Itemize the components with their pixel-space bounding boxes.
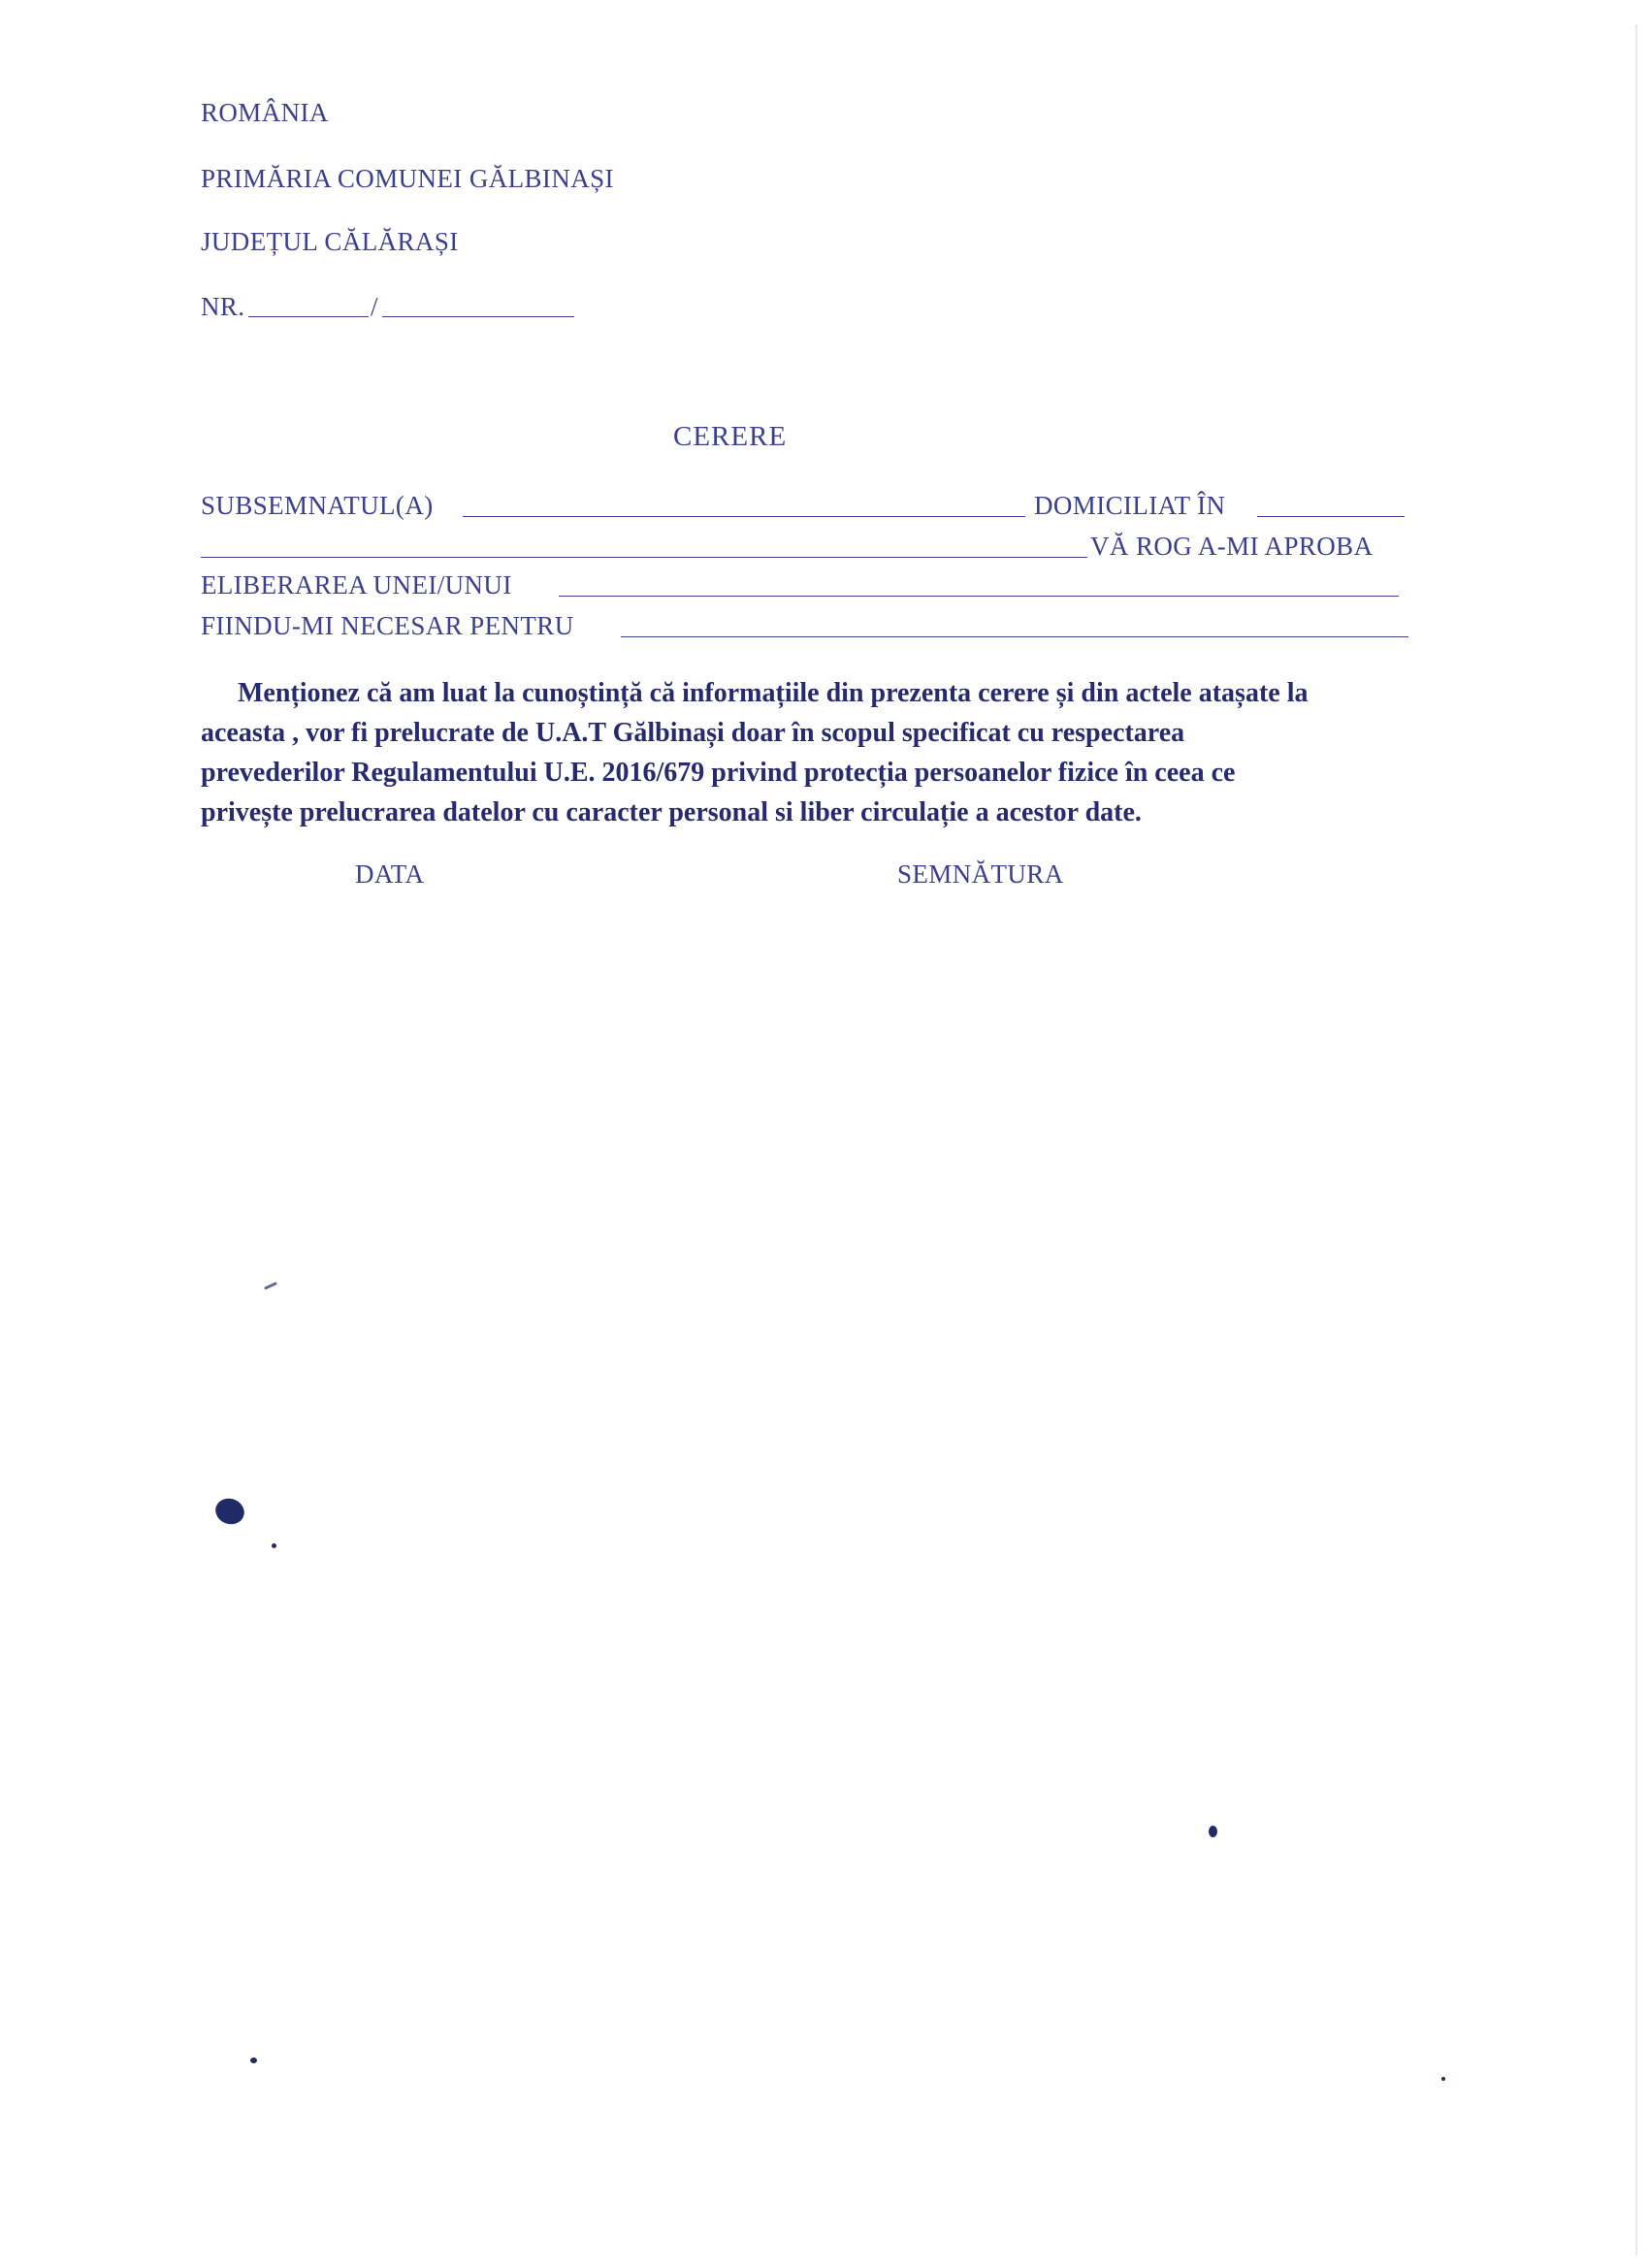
name-field-line	[463, 516, 1025, 517]
registration-date-line	[382, 316, 574, 317]
domiciliat-label: DOMICILIAT ÎN	[1034, 491, 1226, 520]
gdpr-notice-line: privește prelucrarea datelor cu caracter personal si liber circulație a acestor date.	[201, 797, 1142, 827]
eliberarea-label: ELIBERAREA UNEI/UNUI	[201, 570, 512, 599]
domicile-field-line	[1257, 516, 1405, 517]
domicile-continuation-line	[201, 557, 1087, 558]
document-type-line	[559, 596, 1399, 597]
date-label: DATA	[355, 859, 425, 889]
ink-speck	[250, 2057, 257, 2063]
form-title: CERERE	[673, 421, 788, 452]
county-name: JUDEȚUL CĂLĂRAȘI	[201, 227, 459, 256]
fiindu-label: FIINDU-MI NECESAR PENTRU	[201, 611, 574, 640]
ink-blot	[211, 1495, 247, 1529]
ink-speck	[1209, 1826, 1217, 1837]
scan-edge	[1635, 24, 1637, 2255]
registration-number-label: NR.	[201, 292, 245, 321]
subsemnatul-label: SUBSEMNATUL(A)	[201, 491, 434, 520]
registration-number-separator: /	[371, 292, 378, 321]
gdpr-notice	[201, 673, 1433, 832]
gdpr-notice-line: Menționez că am luat la cunoștință că informațiile din prezenta cerere și din actele atașate la	[238, 678, 1309, 708]
purpose-field-line	[621, 636, 1408, 637]
institution-name: PRIMĂRIA COMUNEI GĂLBINAȘI	[201, 164, 614, 193]
va-rog-label: VĂ ROG A-MI APROBA	[1090, 532, 1374, 561]
gdpr-notice-line: prevederilor Regulamentului U.E. 2016/679 privind protecția persoanelor fizice în ceea ce	[201, 758, 1236, 788]
signature-label: SEMNĂTURA	[897, 859, 1064, 889]
gdpr-notice-line: aceasta , vor fi prelucrate de U.A.T Gălbinași doar în scopul specificat cu respectarea	[201, 718, 1185, 748]
registration-number-line	[248, 316, 369, 317]
country-name: ROMÂNIA	[201, 98, 329, 127]
ink-speck	[1441, 2077, 1445, 2081]
ink-speck	[264, 1281, 277, 1290]
ink-speck	[272, 1543, 276, 1548]
